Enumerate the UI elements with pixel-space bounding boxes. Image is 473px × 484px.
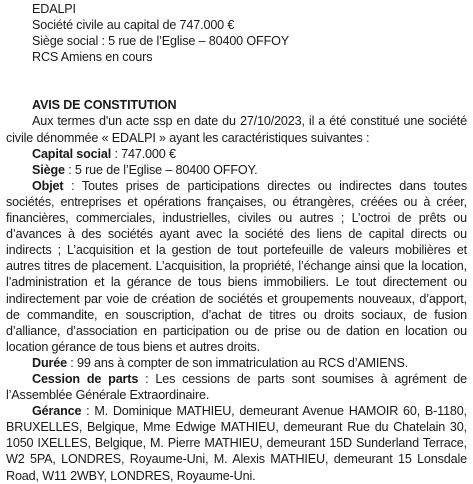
gerance-paragraph	[6, 403, 467, 483]
objet-label: Objet	[32, 178, 64, 193]
notice-title: AVIS DE CONSTITUTION	[32, 98, 177, 113]
objet-paragraph	[6, 178, 467, 355]
siege-label: Siège	[32, 162, 65, 177]
duree-paragraph	[6, 355, 467, 371]
gerance-label: Gérance	[32, 404, 82, 419]
capital-value: : 747.000 €	[111, 146, 176, 161]
duree-value: : 99 ans à compter de son immatriculation au RCS d’AMIENS.	[66, 355, 409, 370]
siege-paragraph	[6, 162, 467, 178]
company-header	[6, 1, 467, 65]
section-gap	[6, 65, 467, 97]
cession-paragraph	[6, 371, 467, 403]
company-rcs: RCS Amiens en cours	[32, 50, 153, 65]
objet-value: : Toutes prises de participations directes ou indirectes dans toutes sociétés, entreprises et opérations françaises, ou étrangères, créées ou à créer, financières, commerciales, industrielles, civiles ou autres ; L’octroi de prêts ou d’avances à des sociétés ayant avec la société des liens de capital directs ou indirects ; L’acquisition et la gestion de tout portefeuille de valeurs mobilières et autres titres de placement. L’acquisition, la propriété, l’échange ainsi que la location, l’administration et la gérance de tous biens immobiliers. Le tout directement ou indirectement par voie de création de sociétés et groupements nouveaux, d’apport, de commandite, en souscription, d’achat de titres ou droits sociaux, de fusion d’alliance, d’association en participation ou de prise ou de dation en location ou location gérance de tous biens et autres droits.	[6, 178, 467, 354]
capital-label: Capital social	[32, 146, 112, 161]
cession-value: : Les cessions de parts sont soumises à agrément de l’Assemblée Générale Extraordinaire.	[6, 371, 467, 403]
duree-label: Durée	[32, 355, 67, 370]
capital-paragraph	[6, 146, 467, 162]
company-name: EDALPI	[32, 2, 76, 16]
gerance-value: : M. Dominique MATHIEU, demeurant Avenue HAMOIR 60, B-1180, BRUXELLES, Belgique, Mme Edwige MATHIEU, demeurant Rue du Chatelain 30, 1050 IXELLES, Belgique, M. Pierre MATHIEU, demeurant 15D Sunderland Terrace, W2 5PA, LONDRES, Royaume-Uni, M. Alexis MATHIEU, demeurant 15 Lonsdale Road, W11 2WBY, LONDRES, Royaume-Uni.	[6, 404, 467, 483]
company-capital: Société civile au capital de 747.000 €	[32, 18, 235, 33]
siege-value: : 5 rue de l’Eglise – 80400 OFFOY.	[64, 162, 258, 177]
company-siege: Siège social : 5 rue de l’Eglise – 80400 OFFOY	[32, 34, 290, 49]
cession-label: Cession de parts	[32, 371, 139, 386]
notice-intro: Aux termes d'un acte ssp en date du 27/10/2023, il a été constitué une société civile dénommée « EDALPI » ayant les caractéristiques suivantes :	[6, 114, 467, 145]
